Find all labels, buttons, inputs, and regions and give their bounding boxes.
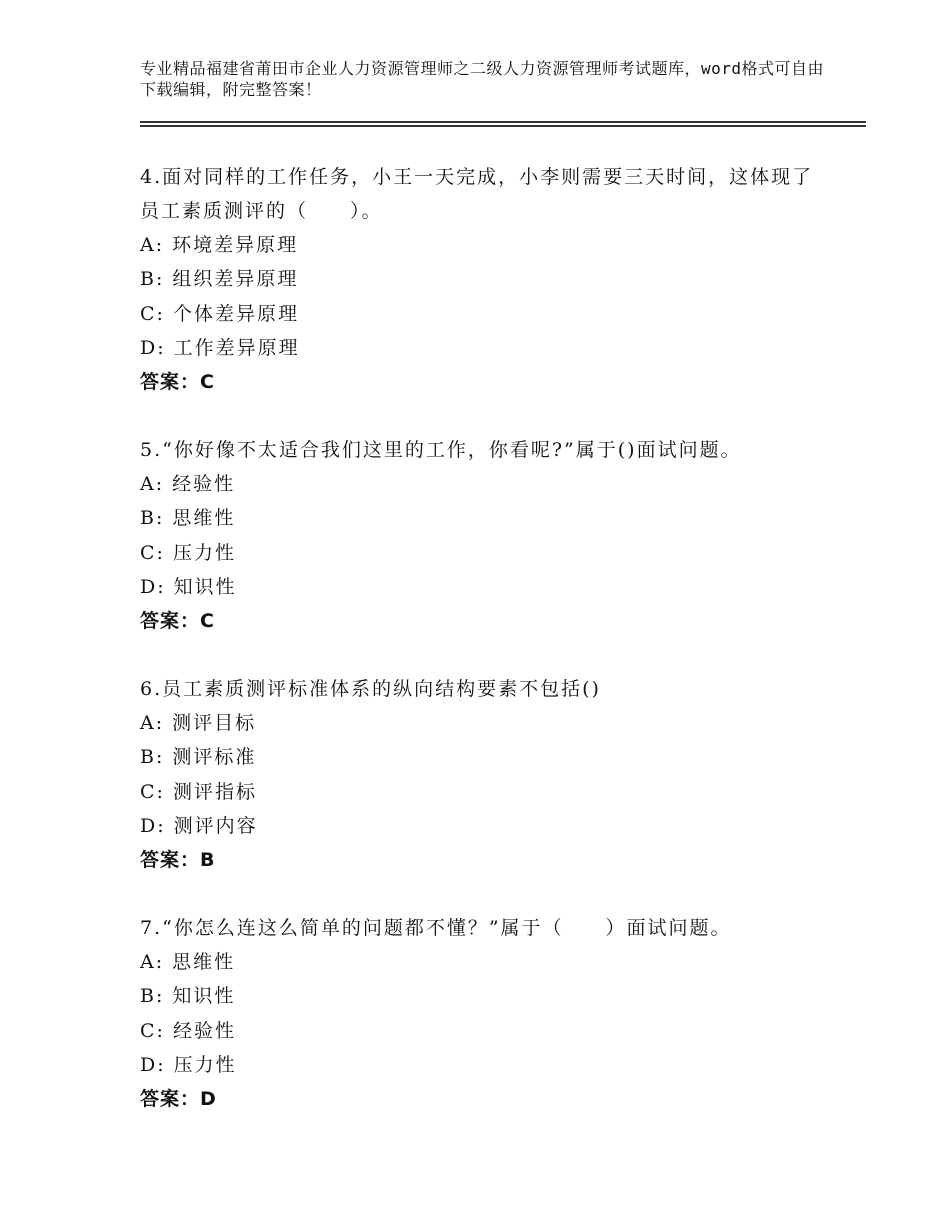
option-d: D: 压力性 bbox=[140, 1053, 237, 1076]
option-a: A: 环境差异原理 bbox=[140, 234, 299, 256]
answer-label: 答案：D bbox=[140, 1088, 217, 1111]
document-header bbox=[140, 58, 840, 100]
option-c: C: 压力性 bbox=[140, 541, 236, 564]
answer-label: 答案：C bbox=[140, 610, 215, 633]
answer-label: 答案：C bbox=[140, 371, 215, 394]
question-text: 5.“你好像不太适合我们这里的工作，你看呢?”属于()面试问题。 bbox=[140, 439, 742, 461]
header-title: 专业精品福建省莆田市企业人力资源管理师之二级人力资源管理师考试题库，word格式可自由下载编辑，附完整答案！ bbox=[140, 59, 825, 99]
option-c: C: 个体差异原理 bbox=[140, 302, 299, 325]
option-b: B: 测评标准 bbox=[140, 746, 257, 769]
question-block bbox=[140, 433, 820, 638]
option-b: B: 思维性 bbox=[140, 507, 236, 530]
question-block bbox=[140, 160, 820, 399]
question-text: 7.“你怎么连这么简单的问题都不懂？”属于（ ）面试问题。 bbox=[140, 917, 732, 939]
header-divider-top bbox=[140, 121, 866, 123]
option-c: C: 测评指标 bbox=[140, 780, 257, 803]
header-divider-bottom bbox=[140, 125, 866, 127]
option-d: D: 测评内容 bbox=[140, 814, 258, 837]
option-a: A: 思维性 bbox=[140, 951, 236, 973]
question-block bbox=[140, 911, 820, 1116]
question-text: 6.员工素质测评标准体系的纵向结构要素不包括() bbox=[140, 678, 601, 700]
question-block bbox=[140, 672, 820, 877]
option-a: A: 测评目标 bbox=[140, 712, 257, 734]
option-c: C: 经验性 bbox=[140, 1019, 236, 1042]
question-text: 4.面对同样的工作任务，小王一天完成，小李则需要三天时间，这体现了员工素质测评的（ ）。 bbox=[140, 166, 814, 222]
option-a: A: 经验性 bbox=[140, 473, 236, 495]
option-b: B: 组织差异原理 bbox=[140, 268, 299, 291]
answer-label: 答案：B bbox=[140, 849, 216, 872]
option-d: D: 知识性 bbox=[140, 575, 237, 598]
option-d: D: 工作差异原理 bbox=[140, 336, 300, 359]
option-b: B: 知识性 bbox=[140, 985, 236, 1008]
